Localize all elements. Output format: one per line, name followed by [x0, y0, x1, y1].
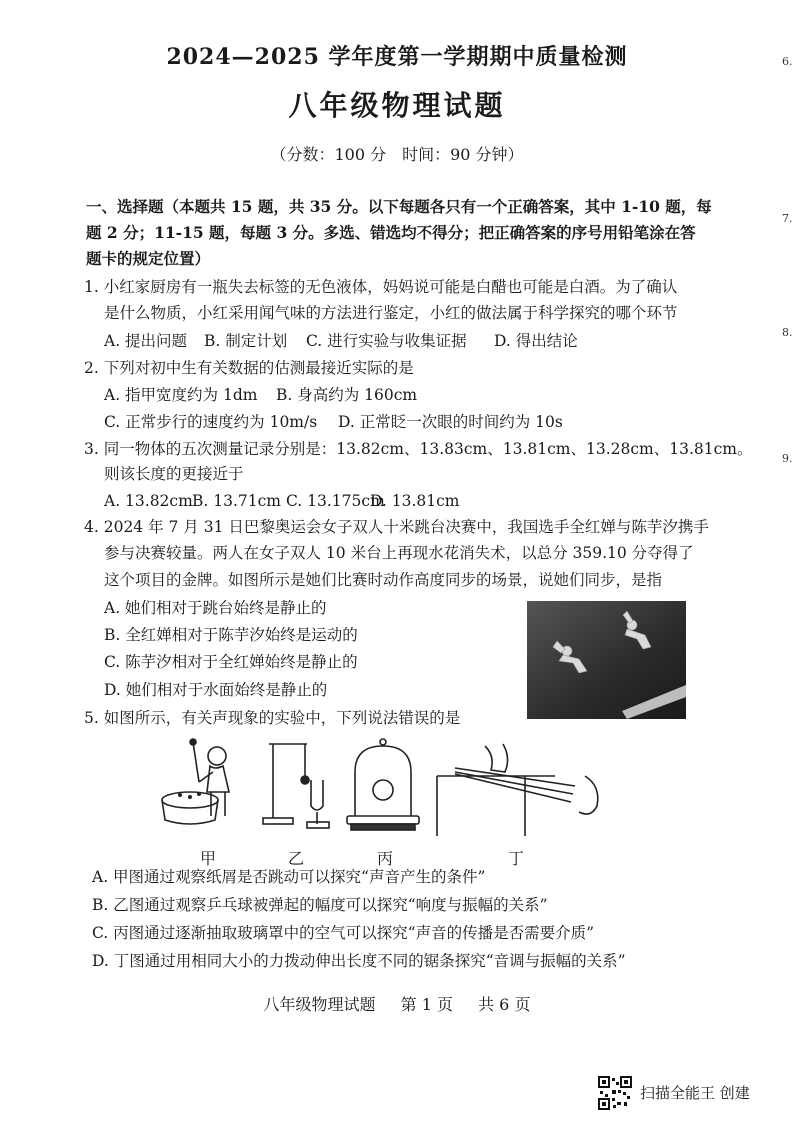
q3-option-c: C. 13.175cm: [286, 492, 385, 510]
edge-number: 9.: [782, 452, 793, 465]
q3-stem: 3. 同一物体的五次测量记录分别是：13.82cm、13.83cm、13.81cm、13.28cm、13.81cm。: [84, 440, 753, 458]
footer-subject: 八年级物理试题: [263, 995, 376, 1014]
page-footer: [0, 992, 794, 1015]
q4-option-d: D. 她们相对于水面始终是静止的: [104, 681, 328, 699]
section-intro-line: 题 2 分；11-15 题，每题 3 分。多选、错选均不得分；把正确答案的序号用铅笔涂在答: [86, 223, 696, 242]
q4-option-b: B. 全红婵相对于陈芋汐始终是运动的: [104, 626, 358, 644]
q1-stem: 1. 小红家厨房有一瓶失去标签的无色液体，妈妈说可能是白醋也可能是白酒。为了确认: [84, 278, 678, 296]
q2-option-b: B. 身高约为 160cm: [276, 386, 418, 404]
exam-title: 2024—2025 学年度第一学期期中质量检测: [166, 44, 628, 70]
exam-subtitle: 八年级物理试题: [288, 89, 506, 122]
q4-stem: 4. 2024 年 7 月 31 日巴黎奥运会女子双人十米跳台决赛中，我国选手全红婵与陈芋汐携手: [84, 518, 709, 536]
edge-number: 7.: [782, 212, 793, 225]
footer-total: 共 6 页: [478, 995, 531, 1014]
q1-option-b: B. 制定计划: [204, 332, 288, 350]
q2-option-a: A. 指甲宽度约为 1dm: [104, 386, 258, 404]
q3-stem: 则该长度的更接近于: [104, 465, 244, 483]
bell-jar-figure: [347, 739, 419, 830]
edge-number: 8.: [782, 326, 793, 339]
q1-option-c: C. 进行实验与收集证据: [306, 332, 467, 350]
q5-option-b: B. 乙图通过观察乒乓球被弹起的幅度可以探究“响度与振幅的关系”: [92, 896, 548, 914]
edge-number: 6.: [782, 55, 793, 68]
scanner-watermark: 扫描全能王 创建: [640, 1084, 750, 1102]
sound-experiment-figures: [155, 736, 635, 840]
q5-stem: 5. 如图所示，有关声现象的实验中，下列说法错误的是: [84, 709, 461, 727]
q2-stem: 2. 下列对初中生有关数据的估测最接近实际的是: [84, 359, 414, 377]
q5-option-c: C. 丙图通过逐渐抽取玻璃罩中的空气可以探究“声音的传播是否需要介质”: [92, 924, 595, 942]
q5-option-d: D. 丁图通过用相同大小的力拨动伸出长度不同的锯条探究“音调与振幅的关系”: [92, 952, 626, 970]
section-intro-line: 题卡的规定位置）: [86, 249, 211, 268]
footer-page: 第 1 页: [400, 995, 453, 1014]
diving-photo: [527, 601, 686, 719]
q1-option-a: A. 提出问题: [104, 332, 188, 350]
saw-blade-figure: [437, 744, 598, 836]
figure-label-yi: 乙: [288, 849, 305, 868]
q5-option-a: A. 甲图通过观察纸屑是否跳动可以探究“声音产生的条件”: [92, 868, 486, 886]
figure-label-ding: 丁: [508, 849, 525, 868]
q4-stem: 这个项目的金牌。如图所示是她们比赛时动作高度同步的场景，说她们同步，是指: [104, 571, 663, 589]
figure-label-jia: 甲: [200, 849, 217, 868]
exam-meta: （分数：100 分 时间：90 分钟）: [270, 145, 524, 164]
qr-code-icon: [598, 1076, 632, 1110]
q4-stem: 参与决赛较量。两人在女子双人 10 米台上再现水花消失术，以总分 359.10 分夺得了: [104, 544, 694, 562]
q3-option-a: A. 13.82cm: [104, 492, 193, 510]
q4-option-a: A. 她们相对于跳台始终是静止的: [104, 599, 327, 617]
q2-option-c: C. 正常步行的速度约为 10m/s: [104, 413, 318, 431]
figure-label-bing: 丙: [377, 849, 394, 868]
tuning-fork-figure: [263, 744, 329, 828]
q2-option-d: D. 正常眨一次眼的时间约为 10s: [338, 413, 563, 431]
section-intro-line: 一、选择题（本题共 15 题，共 35 分。以下每题各只有一个正确答案，其中 1-10 题，每: [86, 197, 712, 216]
q1-option-d: D. 得出结论: [494, 332, 578, 350]
q4-option-c: C. 陈芋汐相对于全红婵始终是静止的: [104, 653, 358, 671]
q3-option-d: D. 13.81cm: [370, 492, 460, 510]
drum-figure: [162, 739, 229, 824]
q3-option-b: B. 13.71cm: [192, 492, 281, 510]
q1-stem: 是什么物质，小红采用闻气味的方法进行鉴定，小红的做法属于科学探究的哪个环节: [104, 304, 678, 322]
